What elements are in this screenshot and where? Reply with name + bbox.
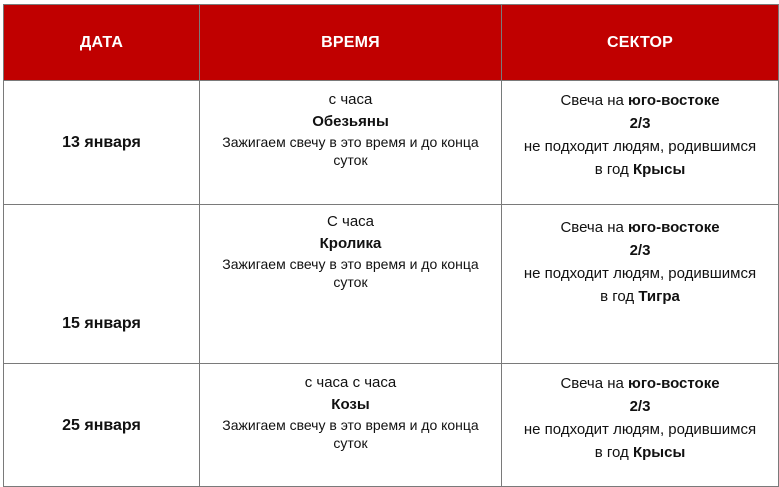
sector-year-line [502, 441, 778, 464]
time-from-text: с часа с часа [304, 374, 397, 391]
sector-prefix: Свеча на [560, 375, 629, 392]
table-row [4, 205, 779, 364]
date-cell: 13 января [4, 81, 200, 205]
sector-not-fit-text: не подходит людям, родившимся [523, 421, 757, 438]
sector-not-fit-text: не подходит людям, родившимся [523, 265, 757, 282]
date-cell: 15 января [4, 205, 200, 364]
candle-schedule-table [3, 4, 779, 487]
sector-cell [502, 364, 779, 487]
sector-zodiac-sign: Крысы [632, 161, 686, 178]
time-animal-text: Обезьяны [312, 113, 389, 130]
time-note-text: Зажигаем свечу в это время и до конца суток [222, 256, 479, 290]
table-header-row [4, 5, 779, 81]
sector-direction-line [502, 216, 778, 239]
date-cell: 25 января [4, 364, 200, 487]
time-from-text: С часа [327, 213, 374, 230]
time-note-text: Зажигаем свечу в это время и до конца суток [222, 134, 479, 168]
sector-part: 2/3 [629, 115, 651, 132]
sector-zodiac-sign: Тигра [638, 288, 680, 305]
column-header-time: ВРЕМЯ [200, 5, 502, 81]
column-header-sector: СЕКТОР [502, 5, 779, 81]
sector-year-prefix: в год [594, 161, 633, 178]
sector-year-prefix: в год [600, 288, 639, 305]
sector-direction-line [502, 372, 778, 395]
time-from-text: с часа [328, 91, 373, 108]
time-animal-text: Козы [331, 396, 370, 413]
sector-year-line [502, 158, 778, 181]
column-header-date: ДАТА [4, 5, 200, 81]
sector-not-fit-text: не подходит людям, родившимся [523, 138, 757, 155]
sector-year-line [502, 285, 778, 308]
sector-zodiac-sign: Крысы [632, 444, 686, 461]
sector-prefix: Свеча на [560, 92, 629, 109]
table-row [4, 81, 779, 205]
sector-direction: юго-востоке [628, 375, 720, 392]
sector-direction: юго-востоке [628, 92, 720, 109]
sector-direction-line [502, 89, 778, 112]
time-cell [200, 205, 502, 364]
time-note-text: Зажигаем свечу в это время и до конца суток [222, 417, 479, 451]
time-cell [200, 81, 502, 205]
sector-cell [502, 205, 779, 364]
time-animal-text: Кролика [319, 235, 382, 252]
sector-direction: юго-востоке [628, 219, 720, 236]
time-cell [200, 364, 502, 487]
sector-part: 2/3 [629, 398, 651, 415]
sector-cell [502, 81, 779, 205]
sector-year-prefix: в год [594, 444, 633, 461]
sector-prefix: Свеча на [560, 219, 629, 236]
table-row [4, 364, 779, 487]
sector-part: 2/3 [629, 242, 651, 259]
